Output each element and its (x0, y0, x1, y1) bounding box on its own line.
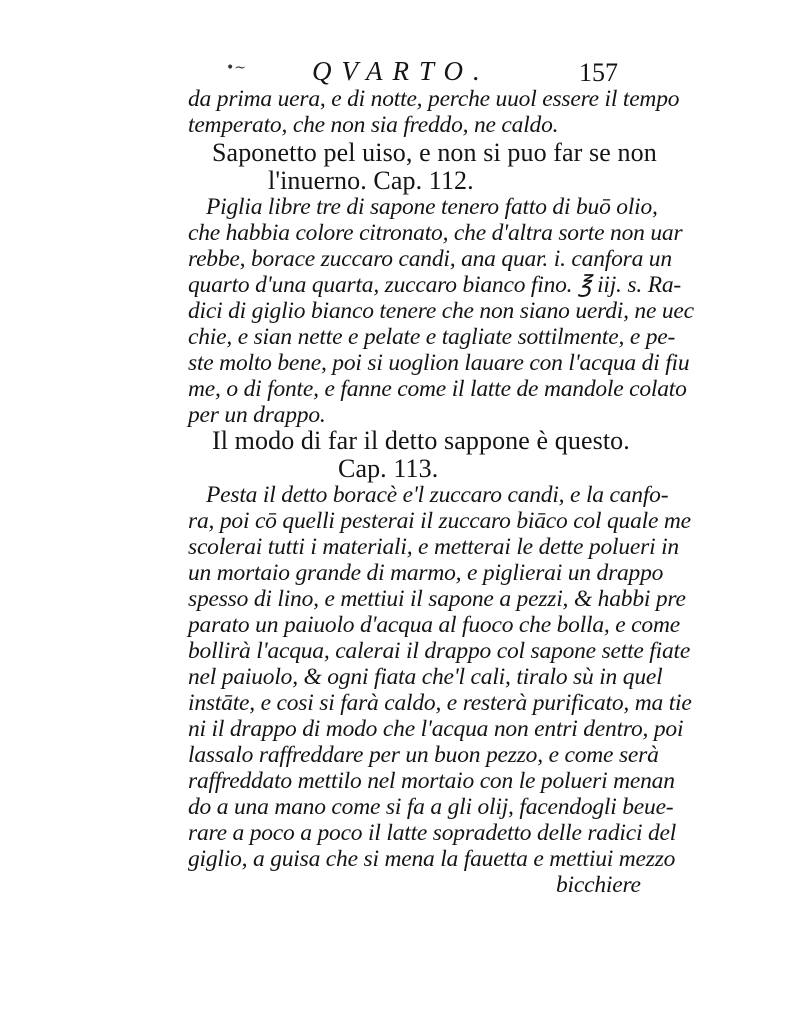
text-line: Pesta il detto boracè e'l zuccaro candi, e la canfo- (206, 482, 669, 508)
text-line: parato un paiuolo d'acqua al fuoco che bolla, e come (188, 612, 680, 638)
section-heading: l'inuerno. Cap. 112. (268, 166, 474, 195)
text-line: lassalo raffreddare per un buon pezzo, e come serà (188, 742, 659, 768)
text-line: me, o di fonte, e fanne come il latte de mandole colato (188, 376, 687, 402)
text-line: scolerai tutti i materiali, e metterai le dette polueri in (188, 534, 679, 560)
text-line: ste molto bene, poi si uoglion lauare con l'acqua di fiu (188, 350, 690, 376)
text-line: do a una mano come si fa a gli olij, facendogli beue- (188, 794, 674, 820)
text-line: raffreddato mettilo nel mortaio con le polueri menan (188, 768, 675, 794)
text-line: nel paiuolo, & ogni fiata che'l cali, tiralo sù in quel (188, 664, 663, 690)
text-line: Piglia libre tre di sapone tenero fatto di buō olio, (206, 194, 658, 220)
text-line: bollirà l'acqua, calerai il drappo col sapone sette fiate (188, 638, 691, 664)
text-line: per un drappo. (188, 402, 326, 428)
text-line: spesso di lino, e mettiui il sapone a pezzi, & habbi pre (188, 586, 686, 612)
text-line: un mortaio grande di marmo, e piglierai un drappo (188, 560, 664, 586)
text-line: temperato, che non sia freddo, ne caldo. (188, 112, 559, 138)
page-header (220, 56, 640, 90)
section-heading: Cap. 113. (338, 454, 439, 483)
catchword: bicchiere (556, 872, 641, 898)
text-line: ni il drappo di modo che l'acqua non entri dentro, poi (188, 716, 684, 742)
text-line: instāte, e cosi si farà caldo, e resterà purificato, ma tie (188, 690, 692, 716)
text-line: ra, poi cō quelli pesterai il zuccaro biāco col quale me (188, 508, 691, 534)
section-heading: Saponetto pel uiso, e non si puo far se non (212, 138, 657, 167)
text-line: quarto d'una quarta, zuccaro bianco fino. ℥ iij. s. Ra- (188, 272, 682, 298)
printer-ornament: •~ (226, 60, 246, 76)
text-line: da prima uera, e di notte, perche uuol essere il tempo (188, 86, 680, 112)
section-heading: Il modo di far il detto sappone è questo. (212, 426, 630, 455)
text-line: giglio, a guisa che si mena la fauetta e mettiui mezzo (188, 846, 676, 872)
running-head: QVARTO. (312, 56, 490, 86)
text-line: rare a poco a poco il latte sopradetto delle radici del (188, 820, 677, 846)
page-number: 157 (579, 58, 618, 87)
text-line: rebbe, borace zuccaro candi, ana quar. i. canfora un (188, 246, 672, 272)
text-line: dici di giglio bianco tenere che non siano uerdi, ne uec (188, 298, 694, 324)
text-line: chie, e sian nette e pelate e tagliate sottilmente, e pe- (188, 324, 676, 350)
text-line: che habbia colore citronato, che d'altra sorte non uar (188, 220, 683, 246)
